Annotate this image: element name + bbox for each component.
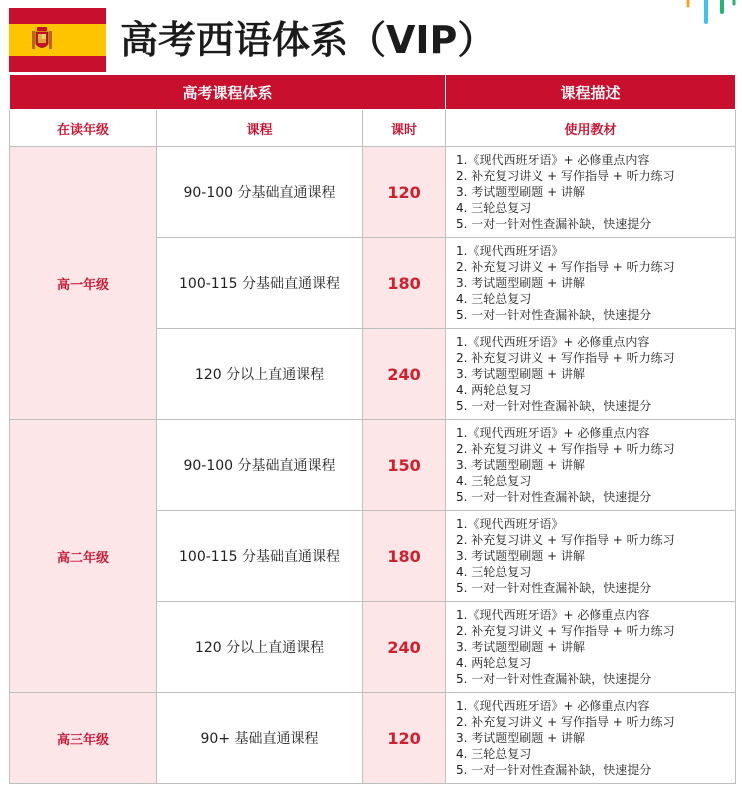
course-cell: 90+ 基础直通课程 xyxy=(157,693,363,784)
materials-line: 1.《现代西班牙语》+ 必修重点内容 xyxy=(456,153,650,167)
materials-cell xyxy=(446,238,736,329)
grade-cell: 高一年级 xyxy=(10,147,157,420)
hours-cell: 240 xyxy=(363,329,446,420)
materials-line: 2. 补充复习讲义 + 写作指导 + 听力练习 xyxy=(456,351,675,365)
materials-line: 4. 三轮总复习 xyxy=(456,201,532,215)
materials-line: 5. 一对一针对性查漏补缺，快速提分 xyxy=(456,217,652,231)
grade-cell: 高二年级 xyxy=(10,420,157,693)
materials-line: 4. 三轮总复习 xyxy=(456,565,532,579)
materials-line: 2. 补充复习讲义 + 写作指导 + 听力练习 xyxy=(456,533,675,547)
materials-line: 3. 考试题型刷题 + 讲解 xyxy=(456,276,585,290)
materials-line: 4. 两轮总复习 xyxy=(456,656,532,670)
table-row xyxy=(10,147,736,238)
hours-cell: 150 xyxy=(363,420,446,511)
column-header-course: 课程 xyxy=(157,110,363,147)
materials-cell xyxy=(446,693,736,784)
table-body xyxy=(10,147,736,784)
materials-line: 4. 两轮总复习 xyxy=(456,383,532,397)
page-title: 高考西语体系（VIP） xyxy=(120,18,496,62)
materials-line: 3. 考试题型刷题 + 讲解 xyxy=(456,731,585,745)
column-header-materials: 使用教材 xyxy=(446,110,736,147)
materials-line: 1.《现代西班牙语》+ 必修重点内容 xyxy=(456,335,650,349)
decorative-lines-icon xyxy=(682,0,742,30)
group-header-system: 高考课程体系 xyxy=(10,75,446,110)
hours-cell: 180 xyxy=(363,511,446,602)
spain-flag xyxy=(9,8,106,72)
course-cell: 100-115 分基础直通课程 xyxy=(157,511,363,602)
materials-line: 3. 考试题型刷题 + 讲解 xyxy=(456,640,585,654)
materials-line: 5. 一对一针对性查漏补缺，快速提分 xyxy=(456,490,652,504)
group-header-row xyxy=(10,75,736,110)
coat-of-arms-icon xyxy=(31,25,53,55)
materials-line: 5. 一对一针对性查漏补缺，快速提分 xyxy=(456,399,652,413)
course-cell: 120 分以上直通课程 xyxy=(157,329,363,420)
group-header-description: 课程描述 xyxy=(446,75,736,110)
materials-line: 5. 一对一针对性查漏补缺，快速提分 xyxy=(456,763,652,777)
materials-line: 5. 一对一针对性查漏补缺，快速提分 xyxy=(456,308,652,322)
materials-line: 2. 补充复习讲义 + 写作指导 + 听力练习 xyxy=(456,442,675,456)
materials-line: 2. 补充复习讲义 + 写作指导 + 听力练习 xyxy=(456,715,675,729)
column-header-grade: 在读年级 xyxy=(10,110,157,147)
materials-cell xyxy=(446,147,736,238)
materials-line: 3. 考试题型刷题 + 讲解 xyxy=(456,549,585,563)
materials-line: 2. 补充复习讲义 + 写作指导 + 听力练习 xyxy=(456,260,675,274)
materials-cell xyxy=(446,602,736,693)
table-row xyxy=(10,420,736,511)
course-cell: 100-115 分基础直通课程 xyxy=(157,238,363,329)
hours-cell: 120 xyxy=(363,147,446,238)
grade-cell: 高三年级 xyxy=(10,693,157,784)
course-cell: 90-100 分基础直通课程 xyxy=(157,147,363,238)
course-cell: 90-100 分基础直通课程 xyxy=(157,420,363,511)
materials-line: 1.《现代西班牙语》+ 必修重点内容 xyxy=(456,608,650,622)
materials-line: 2. 补充复习讲义 + 写作指导 + 听力练习 xyxy=(456,624,675,638)
hours-cell: 180 xyxy=(363,238,446,329)
materials-line: 5. 一对一针对性查漏补缺，快速提分 xyxy=(456,672,652,686)
materials-line: 5. 一对一针对性查漏补缺，快速提分 xyxy=(456,581,652,595)
materials-line: 4. 三轮总复习 xyxy=(456,292,532,306)
materials-line: 1.《现代西班牙语》 xyxy=(456,244,564,258)
materials-line: 3. 考试题型刷题 + 讲解 xyxy=(456,458,585,472)
hours-cell: 240 xyxy=(363,602,446,693)
course-cell: 120 分以上直通课程 xyxy=(157,602,363,693)
table-row xyxy=(10,693,736,784)
materials-line: 4. 三轮总复习 xyxy=(456,747,532,761)
materials-cell xyxy=(446,420,736,511)
materials-cell xyxy=(446,329,736,420)
materials-line: 3. 考试题型刷题 + 讲解 xyxy=(456,367,585,381)
materials-line: 1.《现代西班牙语》+ 必修重点内容 xyxy=(456,699,650,713)
materials-line: 1.《现代西班牙语》 xyxy=(456,517,564,531)
materials-line: 4. 三轮总复习 xyxy=(456,474,532,488)
hours-cell: 120 xyxy=(363,693,446,784)
materials-line: 1.《现代西班牙语》+ 必修重点内容 xyxy=(456,426,650,440)
materials-cell xyxy=(446,511,736,602)
materials-line: 3. 考试题型刷题 + 讲解 xyxy=(456,185,585,199)
column-header-row xyxy=(10,110,736,147)
materials-line: 2. 补充复习讲义 + 写作指导 + 听力练习 xyxy=(456,169,675,183)
column-header-hours: 课时 xyxy=(363,110,446,147)
course-table xyxy=(9,74,736,784)
